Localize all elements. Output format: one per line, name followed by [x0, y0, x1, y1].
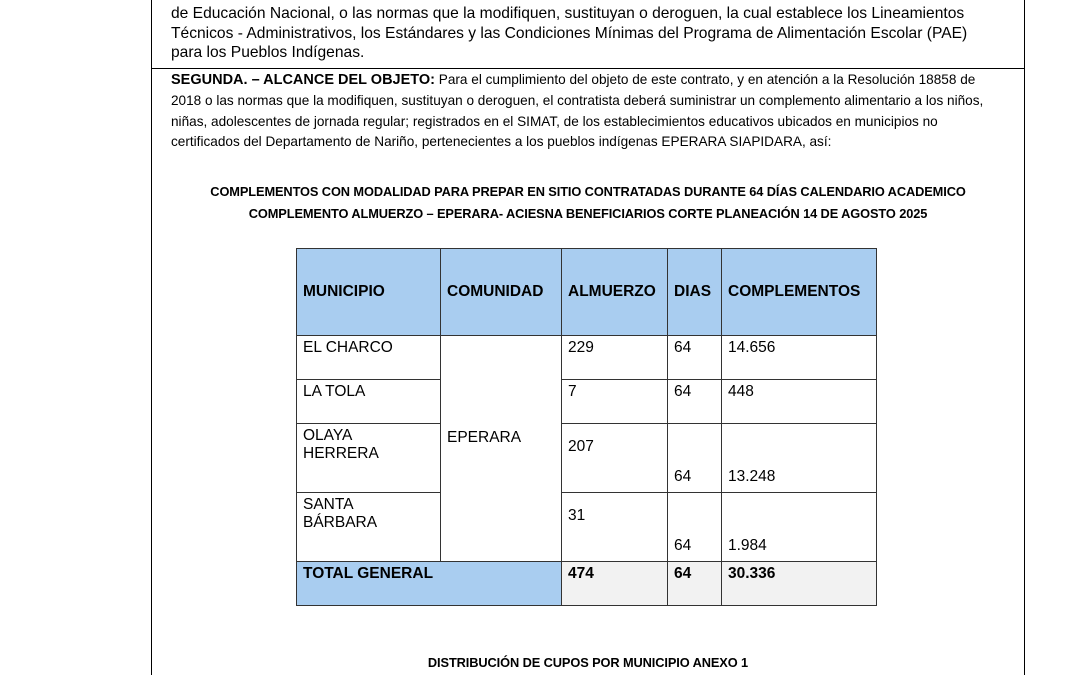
- beneficiaries-table: [296, 248, 877, 606]
- header-almuerzo: ALMUERZO: [562, 249, 668, 336]
- table-row: [297, 424, 877, 493]
- clause-heading: SEGUNDA. – ALCANCE DEL OBJETO:: [171, 72, 435, 88]
- cell-almuerzo: 229: [562, 336, 668, 380]
- intro-paragraph: [171, 4, 1011, 63]
- header-comunidad: COMUNIDAD: [441, 249, 562, 336]
- clause-segunda: [171, 70, 1011, 153]
- clause-line: 2018 o las normas que la modifiquen, sustituyan o deroguen, el contratista deberá suministrar un complemento alimentario a los niños,: [171, 92, 984, 108]
- cell-complementos: 13.248: [722, 424, 877, 493]
- clause-line: niñas, adolescentes de jornada regular; registrados en el SIMAT, de los establecimientos educativos ubicados en municipios no: [171, 113, 938, 129]
- cell-almuerzo: 7: [562, 380, 668, 424]
- cell-total-complementos: 30.336: [722, 562, 877, 606]
- clause-text: Para el cumplimiento del objeto de este contrato, y en atención a la Resolución 18858 de: [435, 72, 976, 87]
- clause-first-line: [171, 70, 1011, 91]
- frame-left-border: [151, 0, 152, 675]
- municipio-line: HERRERA: [303, 445, 379, 462]
- cell-dias: 64: [668, 380, 722, 424]
- intro-line: Técnicos - Administrativos, los Estándares y las Condiciones Mínimas del Programa de Alimentación Escolar (PAE): [171, 24, 968, 42]
- section-caption-anexo: DISTRIBUCIÓN DE CUPOS POR MUNICIPIO ANEXO 1: [427, 655, 749, 670]
- table-row: [297, 380, 877, 424]
- cell-total-label: TOTAL GENERAL: [297, 562, 562, 606]
- table-row: [297, 336, 877, 380]
- cell-total-dias: 64: [668, 562, 722, 606]
- cell-dias: 64: [668, 493, 722, 562]
- cell-dias: 64: [668, 424, 722, 493]
- table-caption-2: COMPLEMENTO ALMUERZO – EPERARA- ACIESNA BENEFICIARIOS CORTE PLANEACIÓN 14 DE AGOSTO 2025: [248, 206, 928, 221]
- table-row: [297, 493, 877, 562]
- cell-complementos: 448: [722, 380, 877, 424]
- table-total-row: [297, 562, 877, 606]
- cell-almuerzo: 31: [562, 493, 668, 562]
- table-header-row: [297, 249, 877, 336]
- cell-municipio: LA TOLA: [297, 380, 441, 424]
- cell-comunidad: EPERARA: [441, 336, 562, 562]
- municipio-line: OLAYA: [303, 427, 353, 444]
- cell-municipio: [297, 493, 441, 562]
- municipio-line: BÁRBARA: [303, 514, 378, 531]
- header-complementos: COMPLEMENTOS: [722, 249, 877, 336]
- header-municipio: MUNICIPIO: [297, 249, 441, 336]
- header-dias: DIAS: [668, 249, 722, 336]
- cell-municipio: [297, 424, 441, 493]
- cell-complementos: 14.656: [722, 336, 877, 380]
- cell-dias: 64: [668, 336, 722, 380]
- cell-almuerzo: 207: [562, 424, 668, 493]
- cell-complementos: 1.984: [722, 493, 877, 562]
- intro-line: para los Pueblos Indígenas.: [171, 44, 365, 62]
- municipio-line: SANTA: [303, 496, 354, 513]
- cell-municipio: EL CHARCO: [297, 336, 441, 380]
- frame-right-border: [1024, 0, 1025, 675]
- frame-divider: [151, 68, 1025, 69]
- cell-total-almuerzo: 474: [562, 562, 668, 606]
- intro-line: de Educación Nacional, o las normas que la modifiquen, sustituyan o deroguen, la cual establece los Lineamientos: [171, 5, 965, 22]
- clause-line: certificados del Departamento de Nariño, pertenecientes a los pueblos indígenas EPERARA SIAPIDARA, así:: [171, 134, 832, 150]
- table-caption-1: COMPLEMENTOS CON MODALIDAD PARA PREPAR EN SITIO CONTRATADAS DURANTE 64 DÍAS CALENDARIO ACADEMICO: [210, 184, 966, 199]
